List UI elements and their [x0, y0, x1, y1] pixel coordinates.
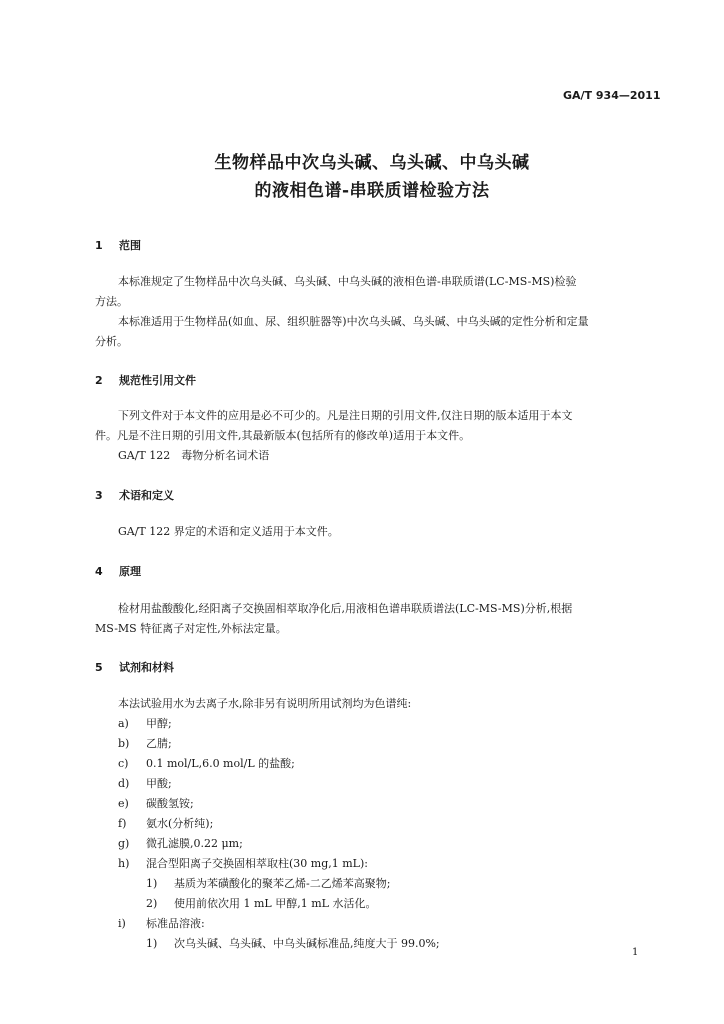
item-label: d)	[118, 777, 130, 790]
section-heading-principle	[95, 563, 141, 579]
standard-code: GA/T 934—2011	[563, 89, 661, 102]
reagent-item	[118, 755, 295, 772]
section-title: 试剂和材料	[119, 661, 174, 674]
reagent-subitem	[146, 875, 390, 892]
scope-paragraph-1-line-2: 方法。	[95, 295, 128, 308]
item-label: b)	[118, 737, 130, 750]
reagent-item	[118, 835, 243, 852]
section-title: 术语和定义	[119, 489, 174, 502]
reagent-item	[118, 775, 172, 792]
reagent-item	[118, 735, 172, 752]
section-title: 规范性引用文件	[119, 374, 196, 387]
item-label: c)	[118, 757, 129, 770]
item-text: 碳酸氢铵;	[146, 797, 194, 810]
section-title: 范围	[119, 239, 141, 252]
item-label: h)	[118, 857, 130, 870]
reagent-subitem	[146, 935, 440, 952]
item-label: i)	[118, 917, 126, 930]
item-text: 标准品溶液:	[146, 917, 205, 930]
reagent-item	[118, 915, 205, 932]
section-heading-reagents	[95, 659, 174, 675]
reference-item: GA/T 122 毒物分析名词术语	[118, 449, 270, 462]
references-paragraph-line-2: 件。凡是不注日期的引用文件,其最新版本(包括所有的修改单)适用于本文件。	[95, 429, 471, 442]
item-label: g)	[118, 837, 130, 850]
document-title-line-2: 的液相色谱-串联质谱检验方法	[254, 181, 490, 201]
principle-paragraph-line-1: 检材用盐酸酸化,经阳离子交换固相萃取净化后,用液相色谱串联质谱法(LC-MS-MS)分析,根据	[118, 602, 573, 615]
section-number: 4	[95, 565, 103, 578]
item-label: e)	[118, 797, 129, 810]
section-number: 3	[95, 489, 103, 502]
item-text: 甲醇;	[146, 717, 172, 730]
item-text: 氨水(分析纯);	[146, 817, 214, 830]
section-number: 5	[95, 661, 103, 674]
reagent-item	[118, 855, 368, 872]
references-paragraph-line-1: 下列文件对于本文件的应用是必不可少的。凡是注日期的引用文件,仅注日期的版本适用于本文	[118, 409, 573, 422]
terms-paragraph: GA/T 122 界定的术语和定义适用于本文件。	[118, 525, 339, 538]
section-heading-terms	[95, 487, 174, 503]
item-text: 次乌头碱、乌头碱、中乌头碱标准品,纯度大于 99.0%;	[174, 937, 440, 950]
item-label: 2)	[146, 897, 158, 910]
item-label: 1)	[146, 937, 158, 950]
reagent-item	[118, 795, 194, 812]
reagents-intro: 本法试验用水为去离子水,除非另有说明所用试剂均为色谱纯:	[118, 697, 412, 710]
reagent-subitem	[146, 895, 376, 912]
section-number: 1	[95, 239, 103, 252]
scope-paragraph-2-line-2: 分析。	[95, 335, 128, 348]
item-label: f)	[118, 817, 127, 830]
section-heading-normative-references	[95, 372, 196, 388]
section-title: 原理	[119, 565, 141, 578]
section-heading-scope	[95, 237, 141, 253]
item-text: 混合型阳离子交换固相萃取柱(30 mg,1 mL):	[146, 857, 368, 870]
item-text: 甲酸;	[146, 777, 172, 790]
reagent-item	[118, 715, 172, 732]
page-number: 1	[632, 947, 639, 958]
scope-paragraph-2-line-1: 本标准适用于生物样品(如血、尿、组织脏器等)中次乌头碱、乌头碱、中乌头碱的定性分析和定量	[118, 315, 589, 328]
item-text: 乙腈;	[146, 737, 172, 750]
item-text: 使用前依次用 1 mL 甲醇,1 mL 水活化。	[174, 897, 377, 910]
item-text: 微孔滤膜,0.22 μm;	[146, 837, 243, 850]
item-label: 1)	[146, 877, 158, 890]
item-text: 基质为苯磺酸化的聚苯乙烯-二乙烯苯高聚物;	[174, 877, 391, 890]
principle-paragraph-line-2: MS-MS 特征离子对定性,外标法定量。	[95, 622, 287, 635]
item-text: 0.1 mol/L,6.0 mol/L 的盐酸;	[146, 757, 295, 770]
item-label: a)	[118, 717, 129, 730]
scope-paragraph-1-line-1: 本标准规定了生物样品中次乌头碱、乌头碱、中乌头碱的液相色谱-串联质谱(LC-MS-MS)检验	[118, 275, 577, 288]
document-title-line-1: 生物样品中次乌头碱、乌头碱、中乌头碱	[214, 153, 530, 173]
reagent-item	[118, 815, 213, 832]
section-number: 2	[95, 374, 103, 387]
